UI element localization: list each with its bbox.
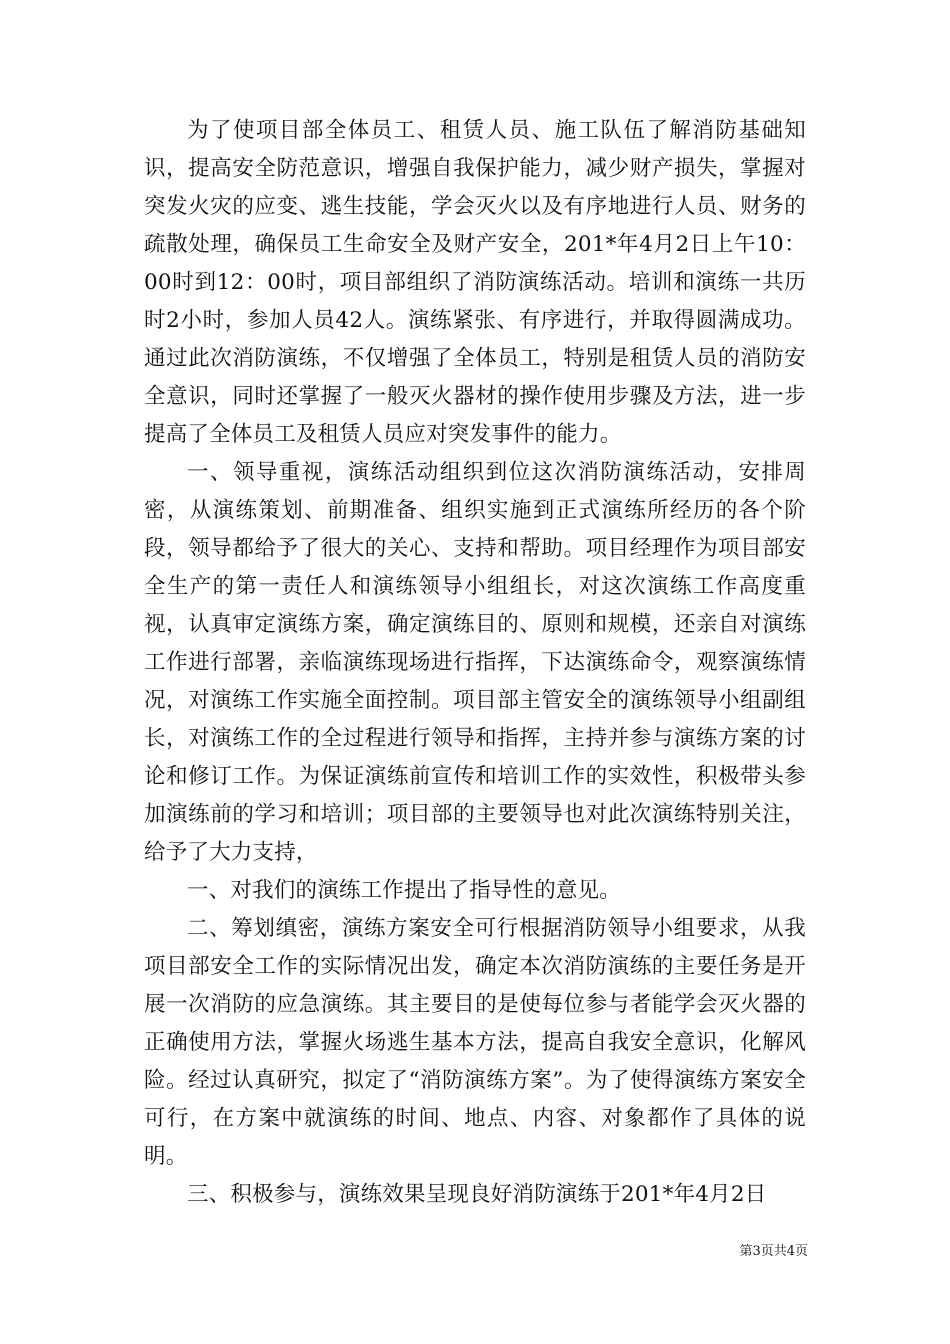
paragraph-planning: 二、筹划缜密，演练方案安全可行根据消防领导小组要求，从我项目部安全工作的实际情况出发，确定本次消防演练的主要任务是开展一次消防的应急演练。其主要目的是使每位参与者能学会灭火器的正确使用方法，掌握火场逃生基本方法，提高自我安全意识，化解风险。经过认真研究，拟定了“消防演练方案”。为了使得演练方案安全可行，在方案中就演练的时间、地点、内容、对象都作了具体的说明。 bbox=[144, 916, 806, 1169]
paragraph-leadership: 一、领导重视，演练活动组织到位这次消防演练活动，安排周密，从演练策划、前期准备、组织实施到正式演练所经历的各个阶段，领导都给予了很大的关心、支持和帮助。项目经理作为项目部安全生产的第一责任人和演练领导小组组长，对这次演练工作高度重视，认真审定演练方案，确定演练目的、原则和规模，还亲自对演练工作进行部署，亲临演练现场进行指挥，下达演练命令，观察演练情况，对演练工作实施全面控制。项目部主管安全的演练领导小组副组长，对演练工作的全过程进行领导和指挥，主持并参与演练方案的讨论和修订工作。为保证演练前宣传和培训工作的实效性，积极带头参加演练前的学习和培训；项目部的主要领导也对此次演练特别关注，给予了大力支持， bbox=[144, 460, 806, 865]
paragraph-intro: 为了使项目部全体员工、租赁人员、施工队伍了解消防基础知识，提高安全防范意识，增强自我保护能力，减少财产损失，掌握对突发火灾的应变、逃生技能，学会灭火以及有序地进行人员、财务的疏散处理，确保员工生命安全及财产安全，201*年4月2日上午10：00时到12：00时，项目部组织了消防演练活动。培训和演练一共历时2小时，参加人员42人。演练紧张、有序进行，并取得圆满成功。通过此次消防演练，不仅增强了全体员工，特别是租赁人员的消防安全意识，同时还掌握了一般灭火器材的操作使用步骤及方法，进一步提高了全体员工及租赁人员应对突发事件的能力。 bbox=[144, 118, 806, 447]
body-text bbox=[144, 112, 806, 1214]
page-number-footer: 第3页共4页 bbox=[739, 1244, 808, 1259]
paragraph-guidance: 一、对我们的演练工作提出了指导性的意见。 bbox=[187, 878, 622, 903]
paragraph-participation: 三、积极参与，演练效果呈现良好消防演练于201*年4月2日 bbox=[187, 1182, 767, 1207]
